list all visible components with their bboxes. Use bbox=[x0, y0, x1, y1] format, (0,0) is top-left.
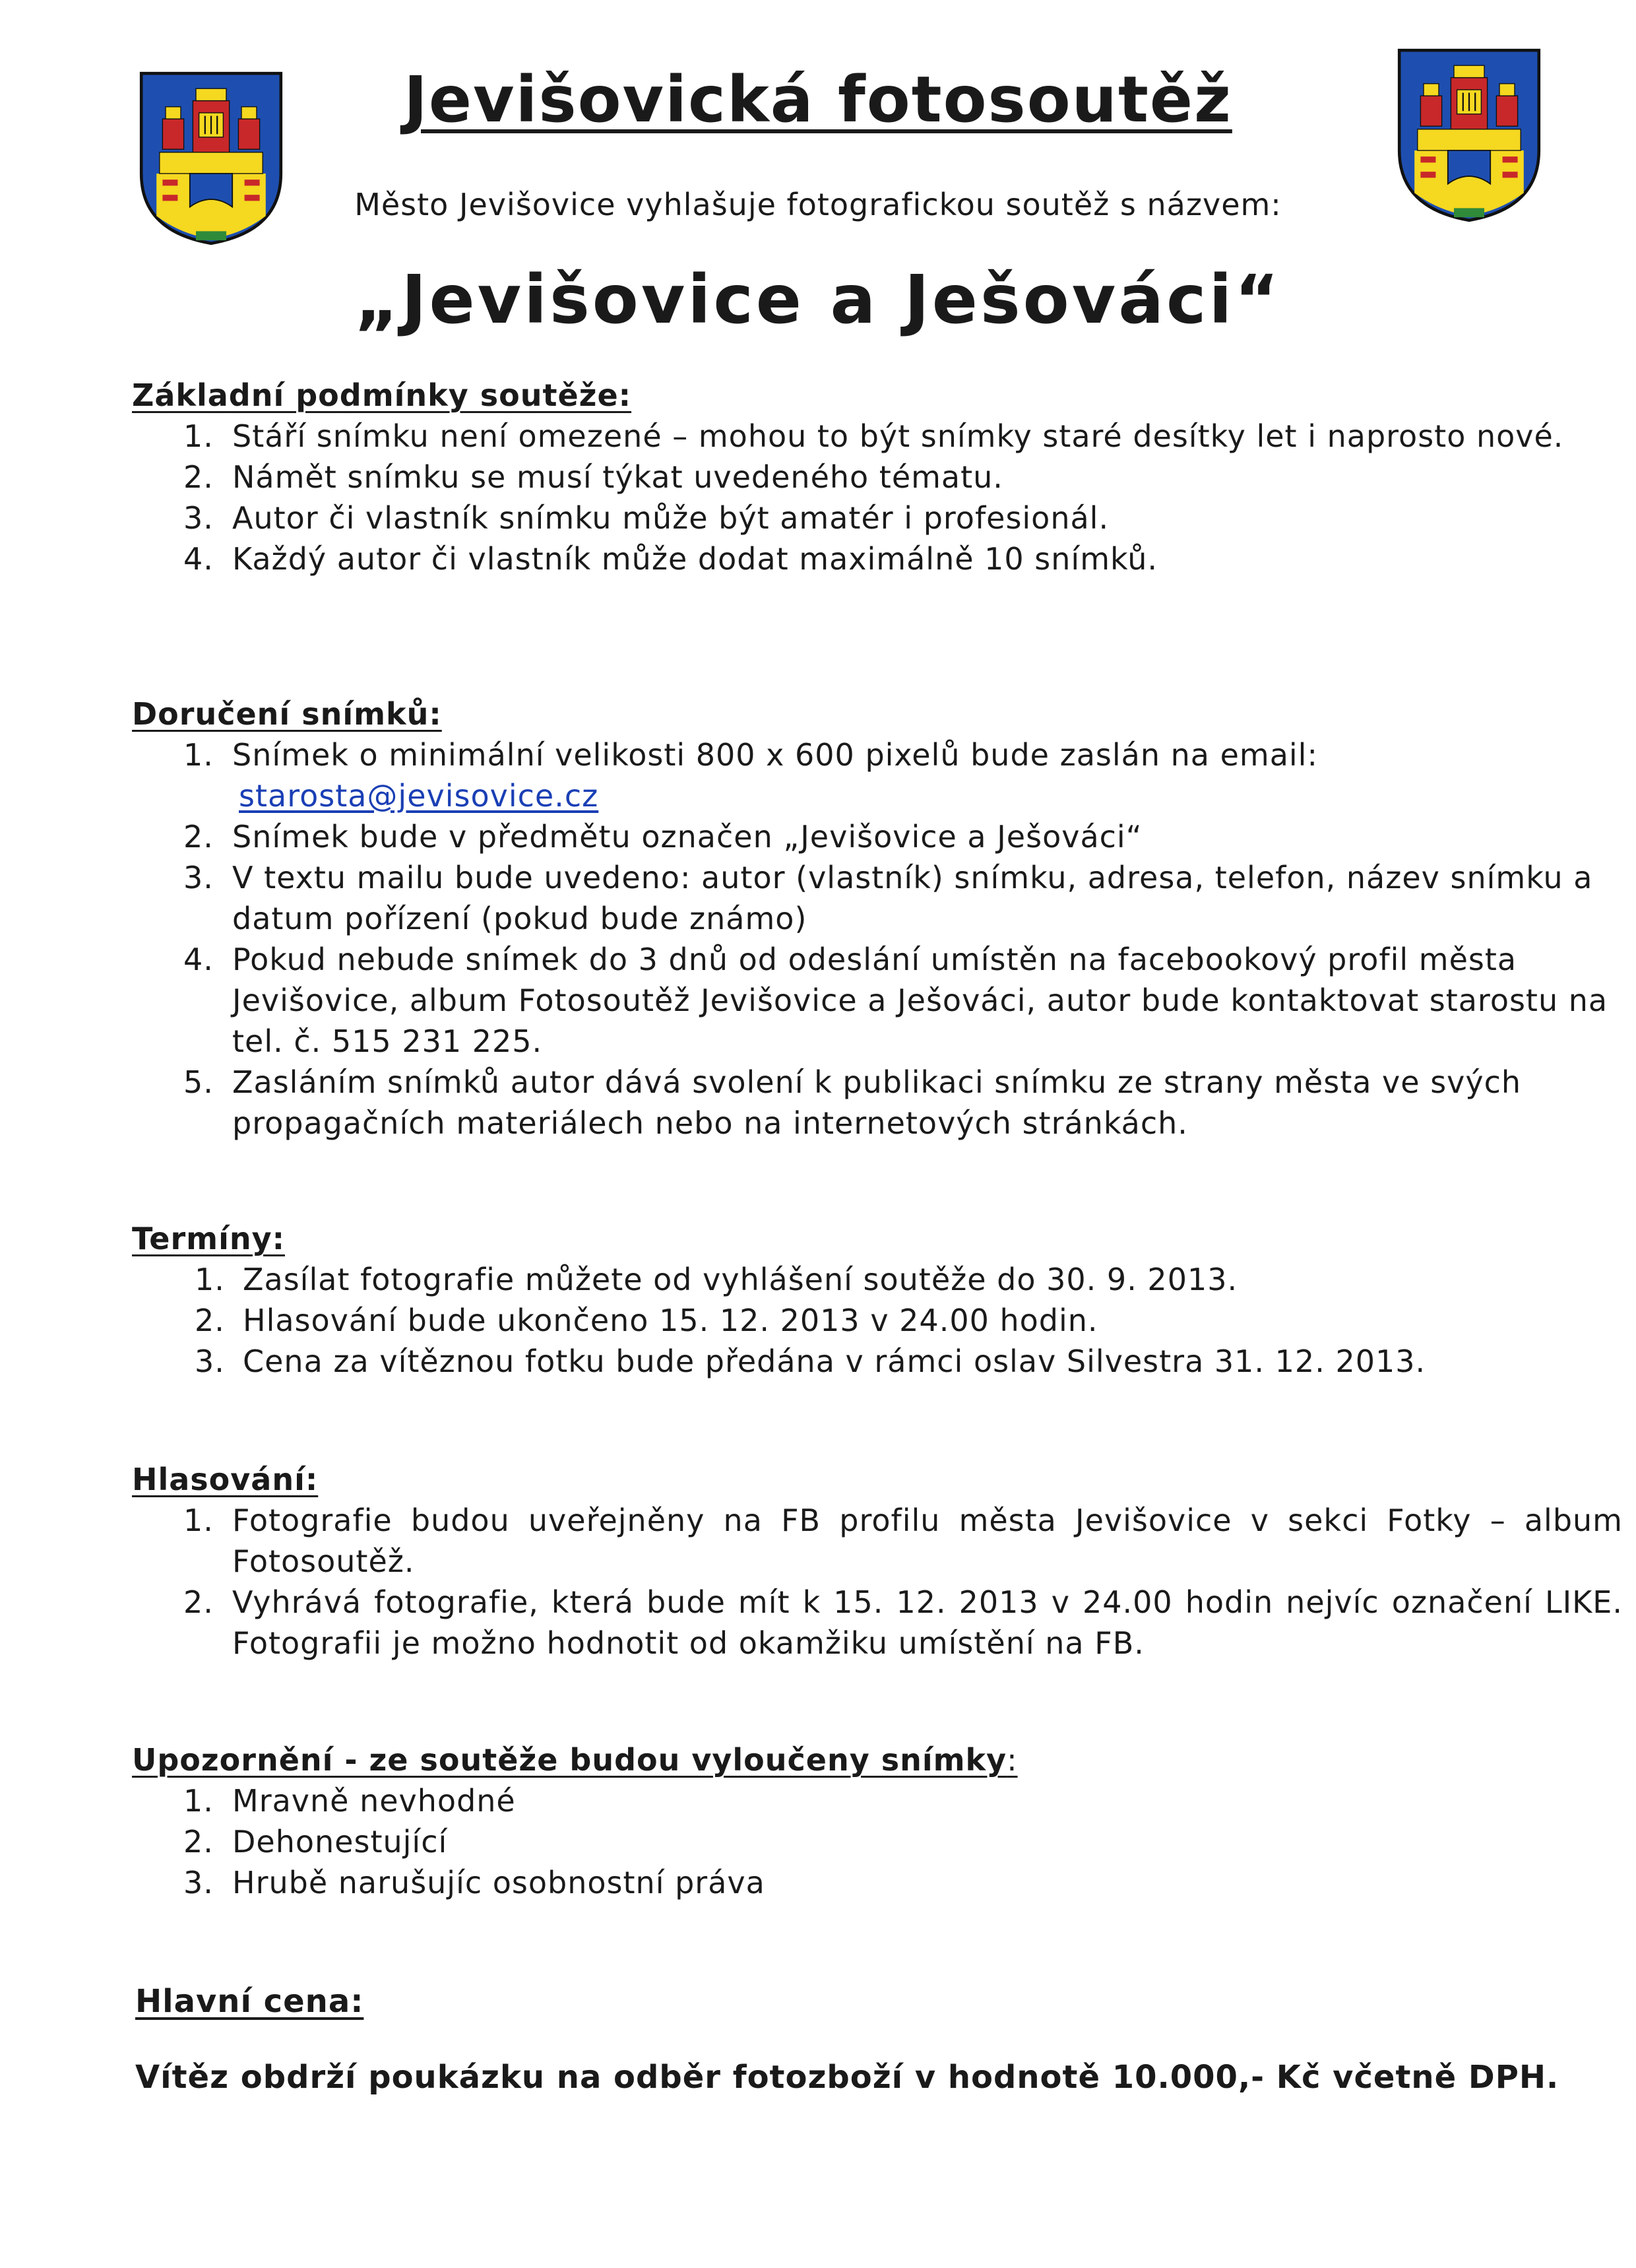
item-number: 4. bbox=[183, 942, 214, 977]
list-item bbox=[132, 1821, 1623, 1862]
voting-heading: Hlasování: bbox=[132, 1462, 319, 1497]
item-number: 4. bbox=[183, 541, 214, 577]
item-text: Snímek bude v předmětu označen „Jevišovice a Ješováci“ bbox=[232, 819, 1143, 855]
item-text: Mravně nevhodné bbox=[232, 1783, 516, 1819]
terms-heading: Termíny: bbox=[132, 1221, 285, 1256]
item-number: 2. bbox=[183, 1584, 214, 1620]
item-number: 5. bbox=[183, 1064, 214, 1100]
conditions-heading: Základní podmínky soutěže: bbox=[132, 377, 632, 413]
item-number: 3. bbox=[183, 860, 214, 895]
delivery-section bbox=[132, 696, 1623, 1144]
terms-section bbox=[132, 1221, 1623, 1382]
item-number: 2. bbox=[183, 459, 214, 495]
item-text: Vyhrává fotografie, která bude mít k 15. 12. 2013 v 24.00 hodin nejvíc označení LIKE. Fotografii je možno hodnotit od okamžiku umístění na FB. bbox=[232, 1584, 1623, 1661]
page-title: Jevišovická fotosoutěž bbox=[404, 63, 1232, 137]
item-number: 1. bbox=[183, 1503, 214, 1538]
item-text: V textu mailu bude uvedeno: autor (vlastník) snímku, adresa, telefon, název snímku a datum pořízení (pokud bude známo) bbox=[232, 860, 1593, 936]
item-text: Hrubě narušujíc osobnostní práva bbox=[232, 1865, 765, 1900]
list-item bbox=[132, 857, 1623, 939]
voting-section bbox=[132, 1462, 1623, 1664]
item-number: 3. bbox=[183, 500, 214, 536]
item-number: 3. bbox=[183, 1865, 214, 1900]
list-item bbox=[132, 538, 1623, 579]
item-text: Fotografie budou uveřejněny na FB profilu města Jevišovice v sekci Fotky – album Fotosoutěž. bbox=[232, 1503, 1623, 1579]
item-text: Zasílat fotografie můžete od vyhlášení soutěže do 30. 9. 2013. bbox=[243, 1262, 1238, 1297]
email-link[interactable]: starosta@jevisovice.cz bbox=[239, 778, 599, 814]
voting-list bbox=[132, 1500, 1623, 1664]
item-number: 2. bbox=[183, 819, 214, 855]
prize-text: Vítěz obdrží poukázku na odběr fotozboží v hodnotě 10.000,- Kč včetně DPH. bbox=[135, 2059, 1559, 2096]
list-item bbox=[132, 734, 1623, 816]
prize-heading: Hlavní cena: bbox=[135, 1983, 364, 2020]
list-item bbox=[132, 1300, 1623, 1341]
item-number: 3. bbox=[195, 1344, 225, 1379]
conditions-list bbox=[132, 416, 1623, 579]
list-item bbox=[132, 1780, 1623, 1821]
delivery-list bbox=[132, 734, 1623, 1144]
contest-name: „Jevišovice a Ješováci“ bbox=[354, 261, 1282, 339]
item-text: Stáří snímku není omezené – mohou to být snímky staré desítky let i naprosto nové. bbox=[232, 418, 1564, 454]
item-text: Cena za vítěznou fotku bude předána v rámci oslav Silvestra 31. 12. 2013. bbox=[243, 1344, 1426, 1379]
item-text: Každý autor či vlastník může dodat maximálně 10 snímků. bbox=[232, 541, 1158, 577]
warning-heading-colon: : bbox=[1007, 1742, 1018, 1778]
item-text: Dehonestující bbox=[232, 1824, 448, 1860]
list-item bbox=[132, 1341, 1623, 1382]
item-text: Autor či vlastník snímku může být amatér i profesionál. bbox=[232, 500, 1110, 536]
item-number: 1. bbox=[183, 1783, 214, 1819]
list-item bbox=[132, 1500, 1623, 1582]
item-text: Zasláním snímků autor dává svolení k publikaci snímku ze strany města ve svých propagačních materiálech nebo na internetových stránkách. bbox=[232, 1064, 1522, 1141]
delivery-heading: Doručení snímků: bbox=[132, 696, 442, 732]
list-item bbox=[132, 1062, 1623, 1144]
item-number: 1. bbox=[183, 418, 214, 454]
terms-list bbox=[132, 1259, 1623, 1382]
warning-heading-text: Upozornění - ze soutěže budou vyloučeny snímky bbox=[132, 1742, 1007, 1778]
list-item bbox=[132, 1862, 1623, 1903]
item-number: 2. bbox=[195, 1303, 225, 1338]
list-item bbox=[132, 1582, 1623, 1664]
item-number: 2. bbox=[183, 1824, 214, 1860]
item-text: Snímek o minimální velikosti 800 x 600 pixelů bude zaslán na email: bbox=[232, 737, 1318, 773]
list-item bbox=[132, 939, 1623, 1062]
item-text: Námět snímku se musí týkat uvedeného tématu. bbox=[232, 459, 1003, 495]
list-item bbox=[132, 816, 1623, 857]
item-number: 1. bbox=[195, 1262, 225, 1297]
warning-heading bbox=[132, 1742, 1623, 1778]
warning-list bbox=[132, 1780, 1623, 1903]
item-text: Hlasování bude ukončeno 15. 12. 2013 v 24.00 hodin. bbox=[243, 1303, 1098, 1338]
list-item bbox=[132, 498, 1623, 538]
item-text: Pokud nebude snímek do 3 dnů od odeslání umístěn na facebookový profil města Jevišovice, album Fotosoutěž Jevišovice a Ješováci, autor bude kontaktovat starostu na tel. č. 515 231 225. bbox=[232, 942, 1608, 1059]
list-item bbox=[132, 1259, 1623, 1300]
intro-text: Město Jevišovice vyhlašuje fotografickou soutěž s názvem: bbox=[354, 187, 1282, 222]
warning-section bbox=[132, 1742, 1623, 1903]
conditions-section bbox=[132, 377, 1623, 579]
item-number: 1. bbox=[183, 737, 214, 773]
list-item bbox=[132, 416, 1623, 457]
list-item bbox=[132, 457, 1623, 498]
